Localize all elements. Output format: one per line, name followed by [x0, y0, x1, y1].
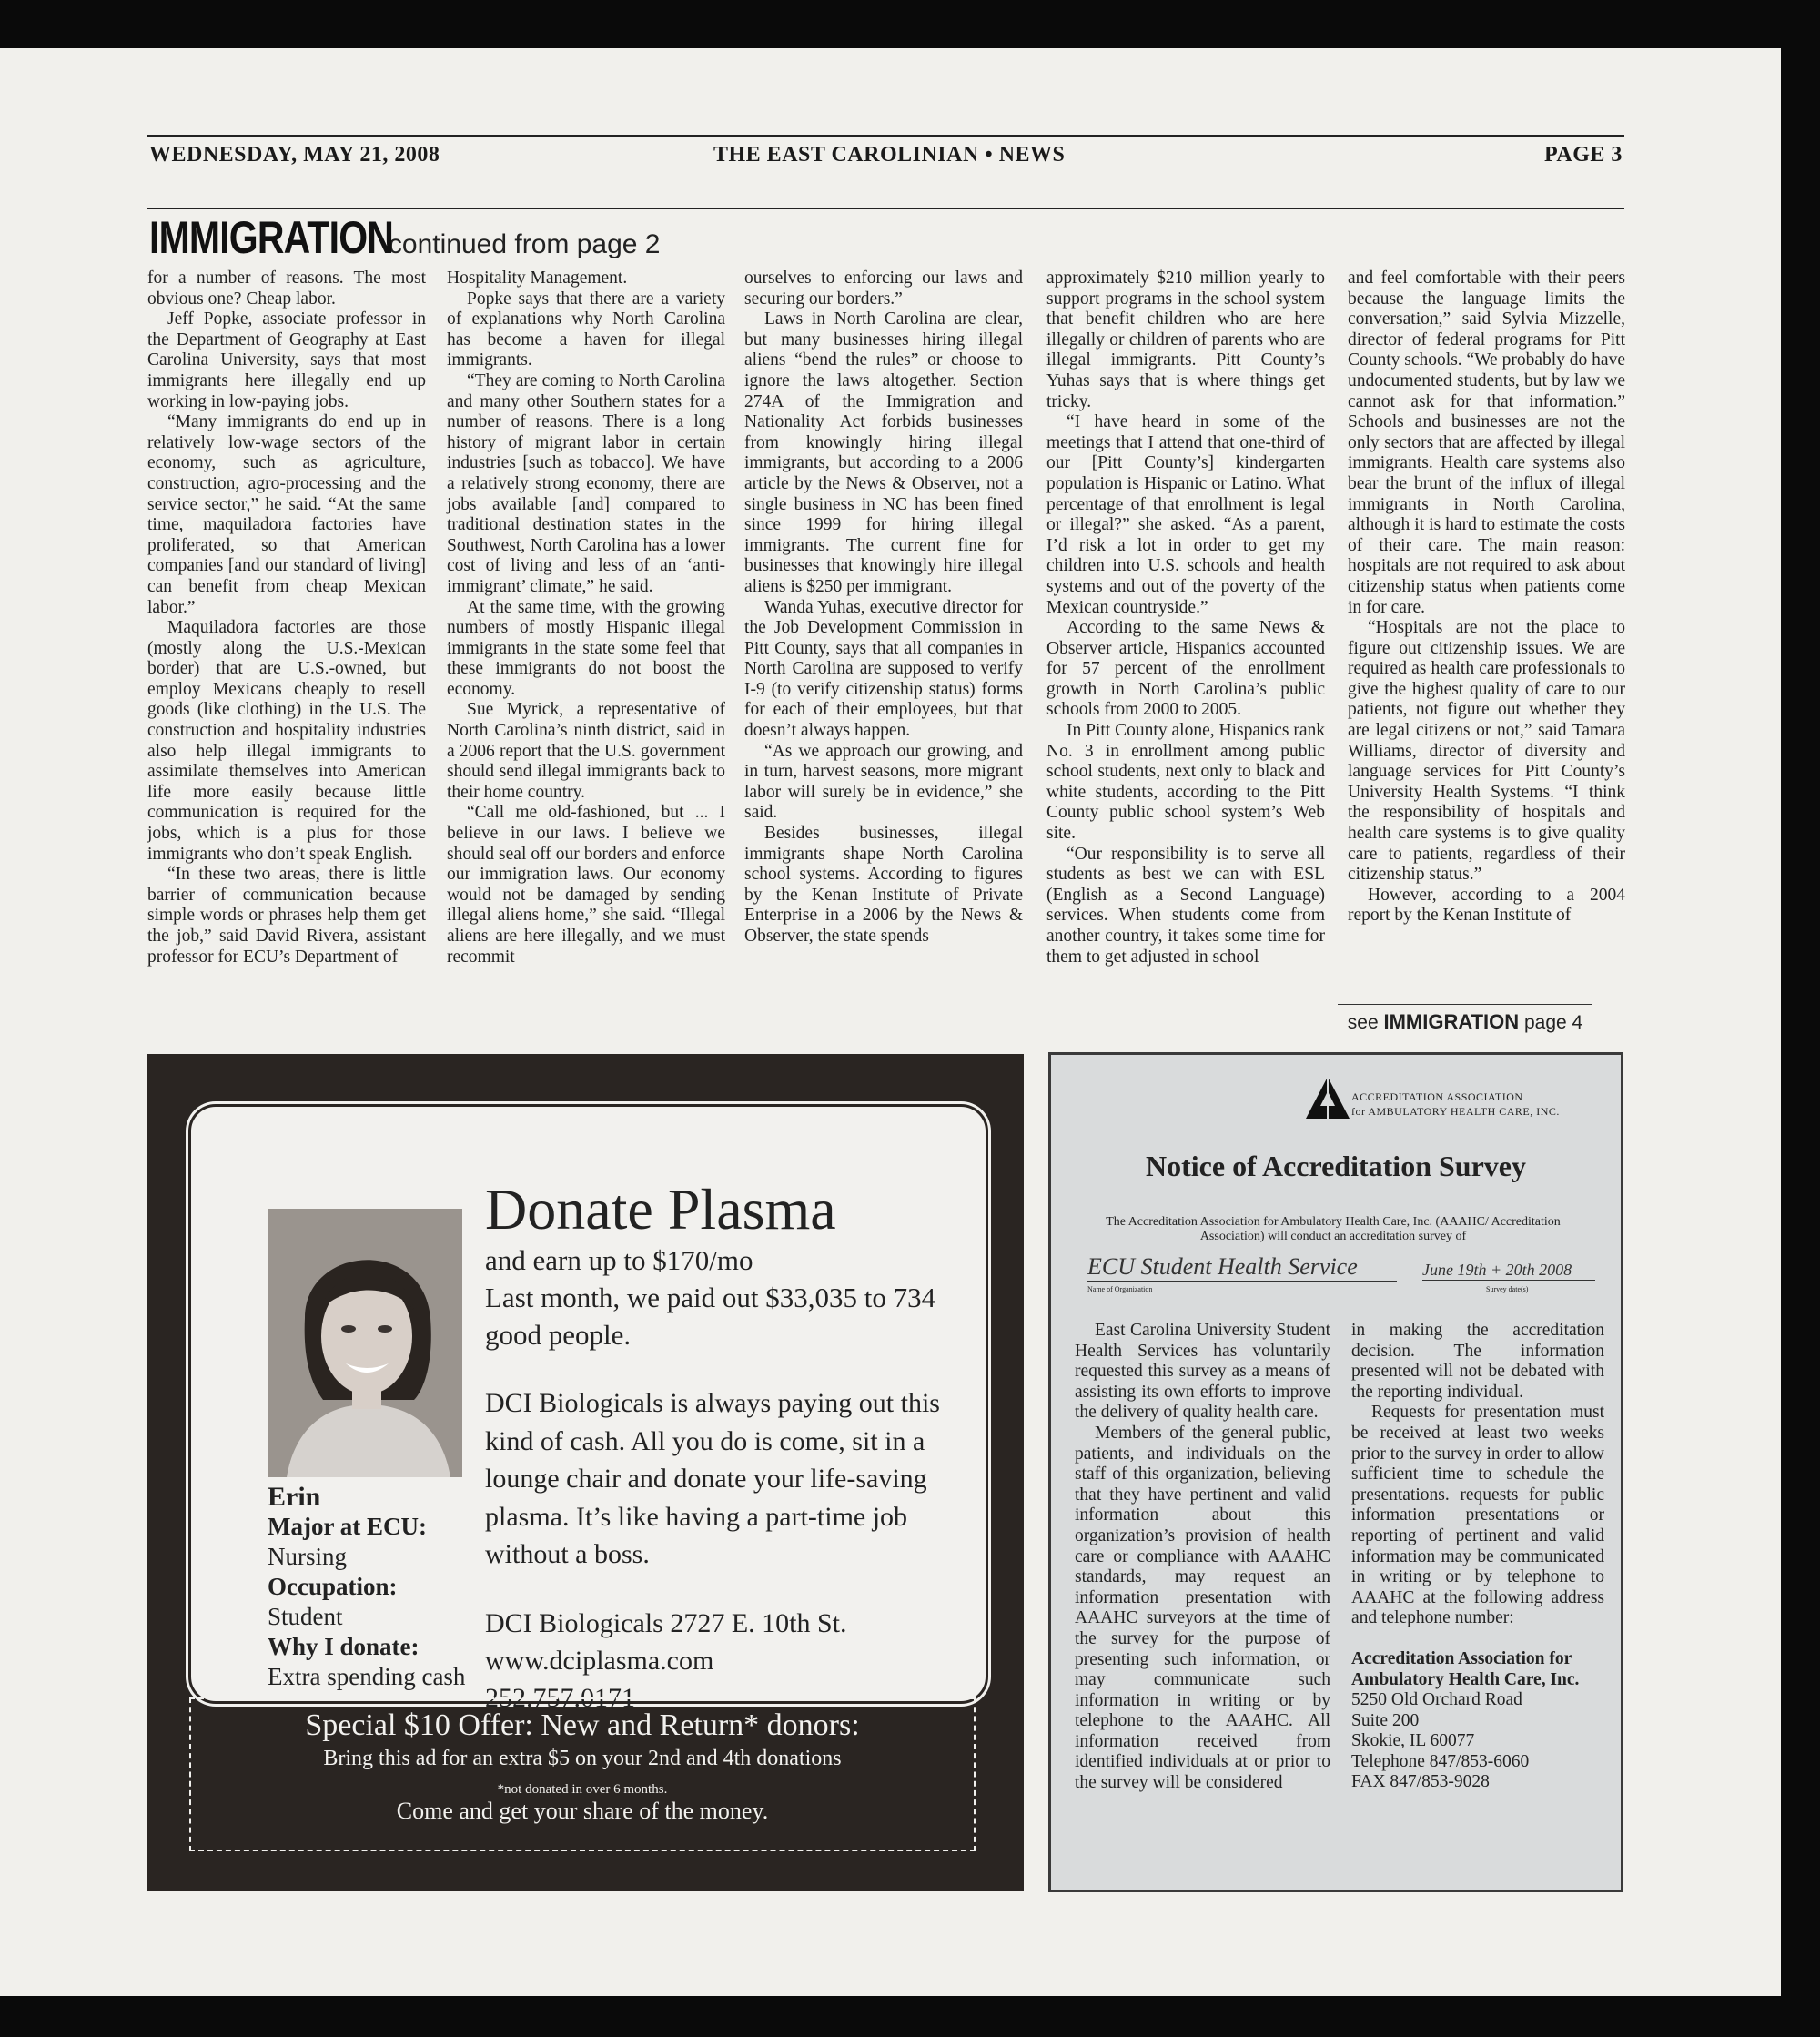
header-rule-bottom: [147, 208, 1624, 209]
notice-column-1: [1075, 1321, 1330, 1794]
article-column-2: [447, 269, 725, 968]
jump-prefix: see: [1347, 1012, 1379, 1033]
issue-date: WEDNESDAY, MAY 21, 2008: [149, 143, 440, 167]
ad-phone: 252.757.0171: [485, 1683, 635, 1713]
offer-note: *not donated in over 6 months.: [497, 1782, 668, 1797]
paragraph: “Call me old-fashioned, but ... I believe in our laws. I believe we should seal off our borders and enforce our immigration laws. Our economy would not be damaged by sending illegal aliens home,” she said. “Illegal aliens are here illegally, and we must recommit: [447, 803, 725, 967]
contact-org: Accreditation Association for Ambulatory Health Care, Inc.: [1351, 1648, 1580, 1689]
occupation-label: Occupation:: [268, 1573, 398, 1600]
contact-suite: Suite 200: [1351, 1710, 1420, 1730]
paragraph: Hospitality Management.: [447, 269, 628, 288]
ad-copy: [485, 1178, 995, 1717]
association-name: [1317, 1089, 1590, 1119]
association-line-1: ACCREDITATION ASSOCIATION: [1351, 1090, 1523, 1103]
paragraph: Wanda Yuhas, executive director for the Job Development Commission in Pitt County, says that all companies in North Carolina are supposed to verify I-9 (to verify citizenship status) forms for each of their employees, but that doesn’t always happen.: [744, 597, 1023, 741]
ad-address: DCI Biologicals 2727 E. 10th St.: [485, 1607, 847, 1638]
coupon-offer: [189, 1698, 976, 1851]
ad-title: Donate Plasma: [485, 1177, 836, 1241]
paragraph: and feel comfortable with their peers because the language limits the conversation,” said Sylvia Mizzelle, director of federal programs for Pitt County schools. “We probably do have undocumented students, but by law we cannot ask for that information.” Schools and businesses are not the only sectors that are affected by illegal immigrants. Health care systems also bear the brunt of the influx of illegal immigrants in North Carolina, although it is hard to estimate the costs of their care. The main reason: hospitals are not required to ask about citizenship status when patients come in for care.: [1348, 269, 1625, 617]
paragraph: “Hospitals are not the place to figure out citizenship issues. We are required as health care professionals to give the highest quality of care to our patients, not figure out whether they are legal citizens or not,” said Tamara Williams, director of diversity and language services for Pitt County’s University Health Systems. “I think the responsibility of hospitals and health care systems is to give quality care to patients, regardless of their citizenship status.”: [1348, 618, 1625, 885]
association-line-2: for AMBULATORY HEALTH CARE, INC.: [1351, 1105, 1560, 1118]
ad-website[interactable]: www.dciplasma.com: [485, 1646, 714, 1676]
paragraph: Besides businesses, illegal immigrants shape North Carolina school systems. According to figures by the Kenan Institute of Private Enterprise in a 2006 by the News & Observer, the state spends: [744, 824, 1023, 946]
article-column-4: [1046, 269, 1325, 968]
contact-fax: FAX 847/853-9028: [1351, 1772, 1490, 1792]
headline-title: IMMIGRATION: [149, 212, 394, 263]
contact-city: Skokie, IL 60077: [1351, 1731, 1475, 1751]
plasma-advertisement: [147, 1054, 1024, 1891]
donor-portrait-image: [268, 1209, 462, 1477]
article-column-1: [147, 269, 426, 968]
paragraph: Requests for presentation must be received at least two weeks prior to the survey in order to allow sufficient time to schedule the presentations. requests for public information presentations or reporting of pertinent and valid information may be communicated in writing or by telephone to AAAHC at the following address and telephone number:: [1351, 1403, 1604, 1628]
paragraph: “Many immigrants do end up in relatively low-wage sectors of the economy, such as agriculture, construction, agro-processing and the service sector,” he said. “At the same time, maquiladora factories have proliferated, so that American companies [and our standard of living] can benefit from cheap Mexican labor.”: [147, 412, 426, 617]
publication-section: THE EAST CAROLINIAN • NEWS: [713, 143, 1066, 167]
survey-dates-handwritten: June 19th + 20th 2008: [1422, 1261, 1595, 1281]
paragraph: Members of the general public, patients, and individuals on the staff of this organization, believing that they have pertinent and valid information about this organization’s provision of health care or compliance with AAAHC standards, may request an information presentation with AAAHC surveyors at the time of the survey for the purpose of presenting such information, or may communicate such information in writing or by telephone to the AAAHC. All information received from identified individuals at or prior to the survey will be considered: [1075, 1423, 1330, 1793]
notice-intro: The Accreditation Association for Ambulatory Health Care, Inc. (AAAHC/ Accreditation Association) will conduct an accreditation survey of: [1106, 1215, 1561, 1243]
paragraph: Maquiladora factories are those (mostly along the U.S.-Mexican border) that are U.S.-owned, but employ Mexicans cheaply to resell goods (like clothing) in the U.S. The construction and hospitality industries also help illegal immigrants to assimilate themselves into American life more easily because little communication is required for the jobs, which is a plus for those immigrants who don’t speak English.: [147, 618, 426, 864]
paragraph: ourselves to enforcing our laws and securing our borders.”: [744, 269, 1023, 309]
paragraph: for a number of reasons. The most obvious one? Cheap labor.: [147, 269, 426, 309]
organization-handwritten: ECU Student Health Service: [1087, 1253, 1397, 1282]
jump-page: page 4: [1524, 1012, 1583, 1033]
jump-title: IMMIGRATION: [1383, 1010, 1520, 1033]
paragraph: Jeff Popke, associate professor in the Department of Geography at East Carolina University, says that most immigrants here illegally end up working in low-paying jobs.: [147, 309, 426, 411]
paragraph: At the same time, with the growing numbers of mostly Hispanic illegal immigrants in the state some feel that these immigrants do not boost the economy.: [447, 597, 725, 699]
major-label: Major at ECU:: [268, 1513, 427, 1540]
contact-address: [1351, 1649, 1604, 1793]
paragraph: approximately $210 million yearly to support programs in the school system that benefit children who are here illegally or children of parents who are illegal immigrants. Pitt County’s Yuhas says that is where things get tricky.: [1046, 269, 1325, 411]
dates-caption: Survey date(s): [1486, 1285, 1529, 1293]
article-column-5: [1348, 269, 1625, 927]
paragraph: Sue Myrick, a representative of North Carolina’s ninth district, said in a 2006 report that the U.S. government should send illegal immigrants back to their home country.: [447, 700, 725, 802]
donor-name: Erin: [268, 1482, 321, 1512]
headline-continued: continued from page 2: [388, 229, 661, 259]
accreditation-notice: [1048, 1052, 1623, 1892]
donor-photo: [268, 1209, 462, 1477]
ad-paid: Last month, we paid out $33,035 to 734 good people.: [485, 1282, 936, 1351]
page-number: PAGE 3: [1544, 143, 1623, 167]
occupation-value: Student: [268, 1603, 343, 1630]
ad-panel: [188, 1104, 988, 1713]
why-value: Extra spending cash: [268, 1663, 466, 1690]
notice-column-2: [1351, 1321, 1604, 1793]
major-value: Nursing: [268, 1543, 347, 1570]
donor-profile: [268, 1482, 468, 1692]
paragraph: However, according to a 2004 report by the Kenan Institute of: [1348, 885, 1625, 926]
paragraph: in making the accreditation decision. The information presented will not be debated with the reporting individual.: [1351, 1321, 1604, 1402]
paragraph: Popke says that there are a variety of explanations why North Carolina has become a haven for illegal immigrants.: [447, 289, 725, 370]
why-label: Why I donate:: [268, 1633, 420, 1660]
paragraph: “In these two areas, there is little barrier of communication because simple words or phrases help them get the job,” said David Rivera, assistant professor for ECU’s Department of: [147, 865, 426, 967]
notice-title: Notice of Accreditation Survey: [1146, 1150, 1526, 1182]
paragraph: East Carolina University Student Health Services has voluntarily requested this survey as a means of assisting its own efforts to improve the delivery of quality health care.: [1075, 1321, 1330, 1423]
offer-line: Bring this ad for an extra $5 on your 2nd and 4th donations: [323, 1747, 842, 1770]
paragraph: According to the same News & Observer article, Hispanics accounted for 57 percent of the enrollment growth in North Carolina’s public schools from 2000 to 2005.: [1046, 618, 1325, 720]
ad-body: DCI Biologicals is always paying out this kind of cash. All you do is come, sit in a lounge chair and donate your life-saving plasma. It’s like having a part-time job without a boss.: [485, 1388, 940, 1569]
paragraph: “They are coming to North Carolina and many other Southern states for a number of reasons. There is a long history of migrant labor in certain industries [such as tobacco]. We have a relatively strong economy, there are jobs available [and] compared to traditional destination states in the Southwest, North Carolina has a lower cost of living and less of an ‘anti-immigrant’ climate,” he said.: [447, 370, 725, 596]
offer-closing: Come and get your share of the money.: [396, 1798, 769, 1824]
article-headline: [149, 211, 661, 263]
article-column-3: [744, 269, 1023, 948]
paragraph: In Pitt County alone, Hispanics rank No. 3 in enrollment among public school students, next only to black and white students, according to the Pitt County public school system’s Web site.: [1046, 721, 1325, 844]
contact-telephone: Telephone 847/853-6060: [1351, 1751, 1530, 1771]
paragraph: “Our responsibility is to serve all students as best we can with ESL (English as a Second Language) services. When students come from another country, it takes some time for them to get adjusted in school: [1046, 844, 1325, 967]
paragraph: “I have heard in some of the meetings that I attend that one-third of our [Pitt County’s] kindergarten population is Hispanic or Latino. What percentage of that enrollment is legal or illegal?” she asked. “As a parent, I’d risk a lot in order to get my children into U.S. schools and health systems and out of the poverty of the Mexican countryside.”: [1046, 412, 1325, 617]
header-rule-top: [147, 135, 1624, 137]
organization-caption: Name of Organization: [1087, 1285, 1153, 1293]
paragraph: “As we approach our growing, and in turn, harvest seasons, more migrant labor will surely be in evidence,” she said.: [744, 741, 1023, 823]
offer-title: Special $10 Offer: New and Return* donors:: [305, 1708, 860, 1742]
ad-earn: and earn up to $170/mo: [485, 1244, 753, 1276]
jump-line: [1338, 1004, 1592, 1034]
paragraph: Laws in North Carolina are clear, but many businesses hiring illegal aliens “bend the rules” or choose to ignore the laws altogether. Section 274A of the Immigration and Nationality Act forbids businesses from knowingly hiring illegal immigrants, but according to a 2006 article by the News & Observer, not a single business in NC has been fined since 1999 for hiring illegal immigrants. The current fine for businesses that knowingly hire illegal aliens is $250 per immigrant.: [744, 309, 1023, 596]
contact-street: 5250 Old Orchard Road: [1351, 1690, 1522, 1710]
